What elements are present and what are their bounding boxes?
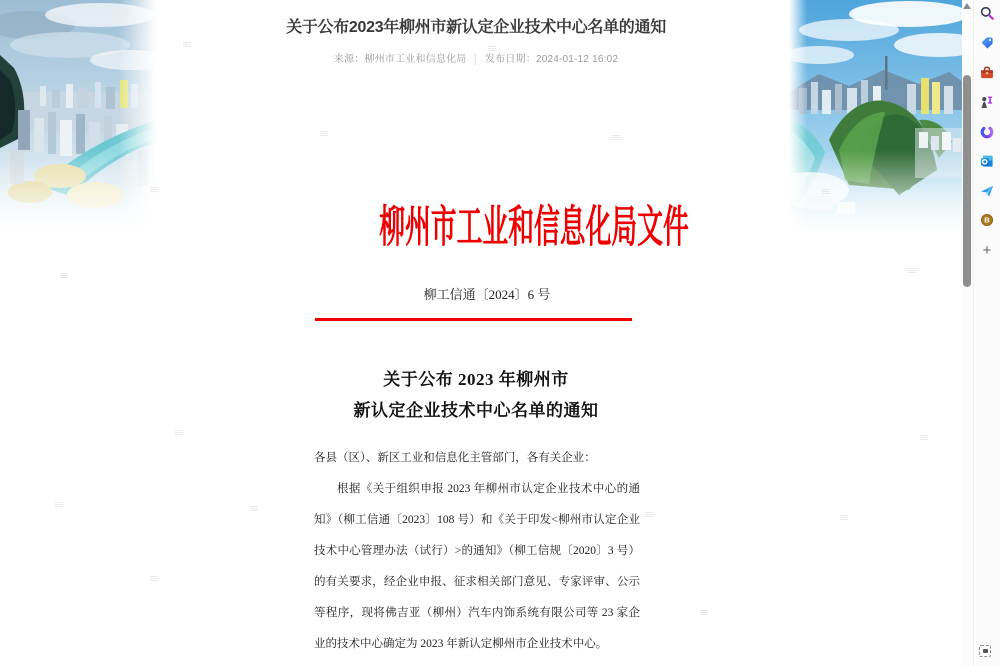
watermark-speck	[840, 515, 848, 521]
watermark-speck	[920, 435, 928, 441]
sidebar-tools-icon[interactable]	[977, 63, 997, 83]
sidebar-add-icon[interactable]: +	[982, 242, 992, 259]
doc-body-line: 各县（区）、新区工业和信息化主管部门，各有关企业：	[314, 452, 596, 464]
sidebar-overflow-icon[interactable]	[979, 645, 991, 657]
watermark-speck	[645, 512, 653, 518]
letterhead-title: 柳州市工业和信息化局文件	[379, 203, 689, 252]
sidebar-shopping-icon[interactable]	[977, 33, 997, 53]
scrollbar-thumb[interactable]	[963, 75, 971, 287]
sidebar-apps-swirl-icon[interactable]	[977, 122, 997, 142]
doc-body-line: 等程序，现将佛吉亚（柳州）汽车内饰系统有限公司等 23 家企	[314, 607, 640, 619]
watermark-speck	[183, 42, 191, 48]
watermark-speck	[55, 502, 63, 508]
doc-body-line: 的有关要求，经企业申报、征求相关部门意见、专家评审、公示	[314, 576, 640, 588]
source-label: 来源：	[333, 54, 365, 65]
publish-date-value: 2024-01-12 16:02	[535, 54, 619, 65]
article-meta	[276, 50, 676, 65]
watermark-speck	[822, 189, 830, 195]
publish-date-label: 发布日期：	[484, 54, 536, 65]
cityscape-photo-left	[0, 0, 156, 232]
sidebar-games-icon[interactable]	[977, 92, 997, 112]
sidebar-search-icon[interactable]	[977, 3, 997, 23]
meta-separator: │	[472, 54, 479, 65]
watermark-speck	[60, 273, 68, 279]
doc-body-line: 技术中心管理办法（试行）>的通知》（柳工信规〔2020〕3 号）	[314, 545, 640, 557]
watermark-speck	[612, 135, 620, 141]
scroll-up-arrow[interactable]	[963, 3, 971, 9]
sidebar-outlook-icon[interactable]	[977, 151, 997, 171]
doc-body-line: 根据《关于组织申报 2023 年柳州市认定企业技术中心的通	[337, 483, 640, 495]
svg-text:B: B	[984, 215, 990, 225]
page-title: 关于公布2023年柳州市新认定企业技术中心名单的通知	[286, 19, 666, 36]
watermark-speck	[150, 187, 158, 193]
letterhead-rule	[315, 318, 632, 321]
sidebar-drop-icon[interactable]	[977, 181, 997, 201]
browser-sidebar	[973, 0, 1000, 666]
document-body	[314, 443, 640, 660]
watermark-speck	[250, 506, 258, 512]
document-number: 柳工信通〔2024〕6 号	[423, 287, 551, 302]
doc-body-line: 业的技术中心确定为 2023 年新认定柳州市企业技术中心。	[314, 638, 608, 650]
sidebar-rewards-icon[interactable]	[977, 210, 997, 230]
watermark-speck	[150, 576, 158, 582]
heading-line-1: 关于公布 2023 年柳州市	[383, 370, 569, 389]
heading-line-2: 新认定企业技术中心名单的通知	[353, 401, 599, 420]
cityscape-photo-right	[789, 0, 963, 233]
document-heading	[313, 364, 639, 426]
watermark-speck	[320, 131, 328, 137]
doc-body-line: 知》（柳工信通〔2023〕108 号）和《关于印发<柳州市认定企业	[314, 514, 640, 526]
watermark-speck	[175, 430, 183, 436]
source-value: 柳州市工业和信息化局	[364, 54, 467, 65]
watermark-speck	[908, 268, 916, 274]
watermark-speck	[700, 610, 708, 616]
